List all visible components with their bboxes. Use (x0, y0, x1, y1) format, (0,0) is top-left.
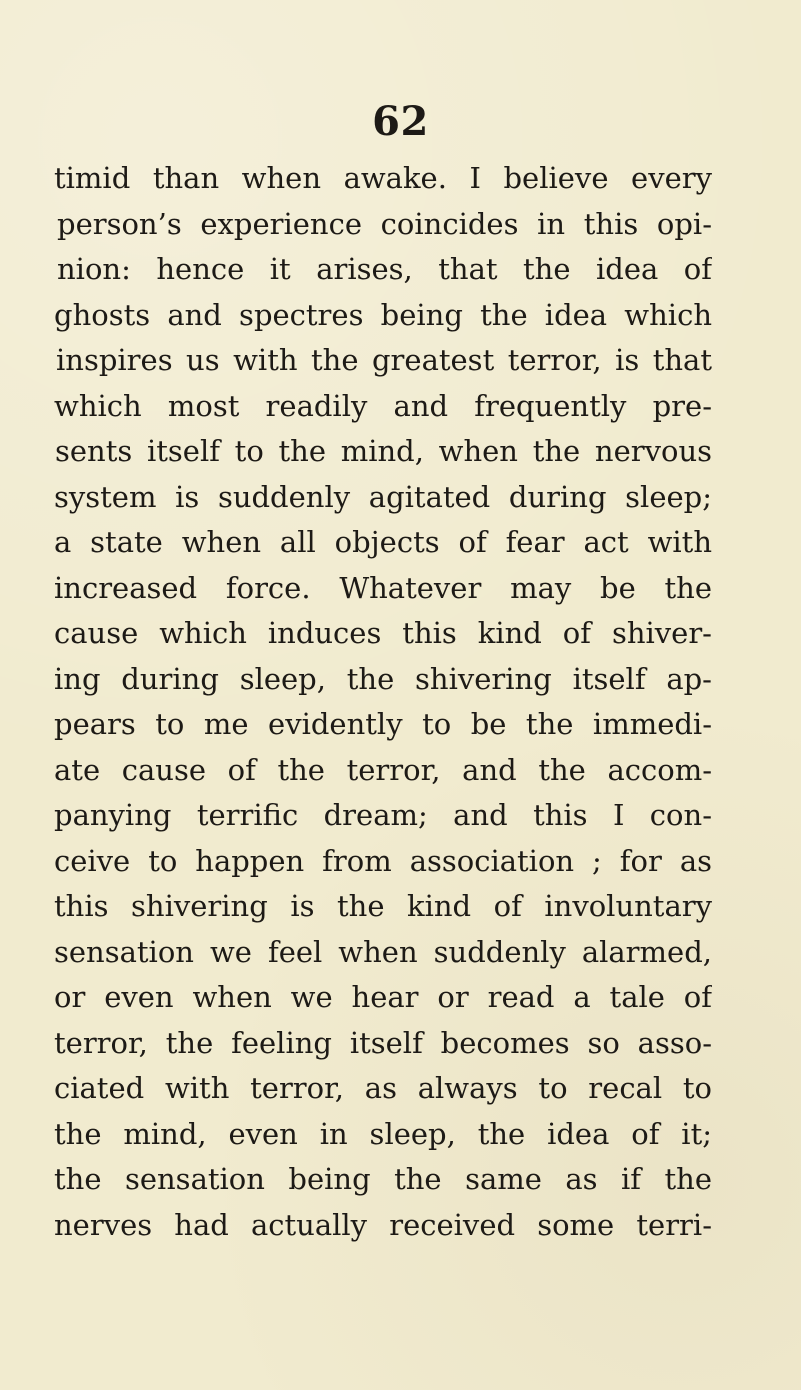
body-text (54, 156, 712, 1248)
text-line: system is suddenly agitated during sleep; (54, 479, 712, 514)
text-line: timid than when awake. I believe every (54, 161, 712, 195)
text-line: sensation we feel when suddenly alarmed, (54, 934, 712, 969)
text-line: ate cause of the terror, and the accom- (54, 752, 712, 787)
text-line: a state when all objects of fear act with (54, 525, 712, 559)
text-line: cause which induces this kind of shiver- (54, 616, 712, 650)
text-line: panying terrific dream; and this I con- (54, 798, 712, 832)
text-line: nion: hence it arises, that the idea of (57, 252, 712, 286)
text-line: increased force. Whatever may be the (54, 570, 712, 605)
text-line: the mind, even in sleep, the idea of it; (54, 1116, 712, 1151)
text-line: the sensation being the same as if the (54, 1162, 712, 1196)
text-line: which most readily and frequently pre- (54, 388, 712, 423)
text-line: ciated with terror, as always to recal to (54, 1071, 712, 1105)
text-line: sents itself to the mind, when the nervous (55, 434, 712, 468)
text-line: this shivering is the kind of involuntary (54, 889, 712, 923)
text-line: pears to me evidently to be the immedi- (54, 707, 712, 741)
text-line: nerves had actually received some terri- (54, 1207, 712, 1242)
page-number: 62 (372, 98, 429, 145)
text-line: person’s experience coincides in this opi- (57, 206, 712, 241)
text-line: ghosts and spectres being the idea which (54, 297, 712, 332)
text-line: or even when we hear or read a tale of (54, 980, 712, 1014)
text-line: ing during sleep, the shivering itself ap- (54, 661, 712, 696)
text-line: terror, the feeling itself becomes so asso- (54, 1025, 712, 1060)
text-line: ceive to happen from association ; for as (54, 843, 712, 878)
text-line: inspires us with the greatest terror, is that (56, 343, 712, 377)
